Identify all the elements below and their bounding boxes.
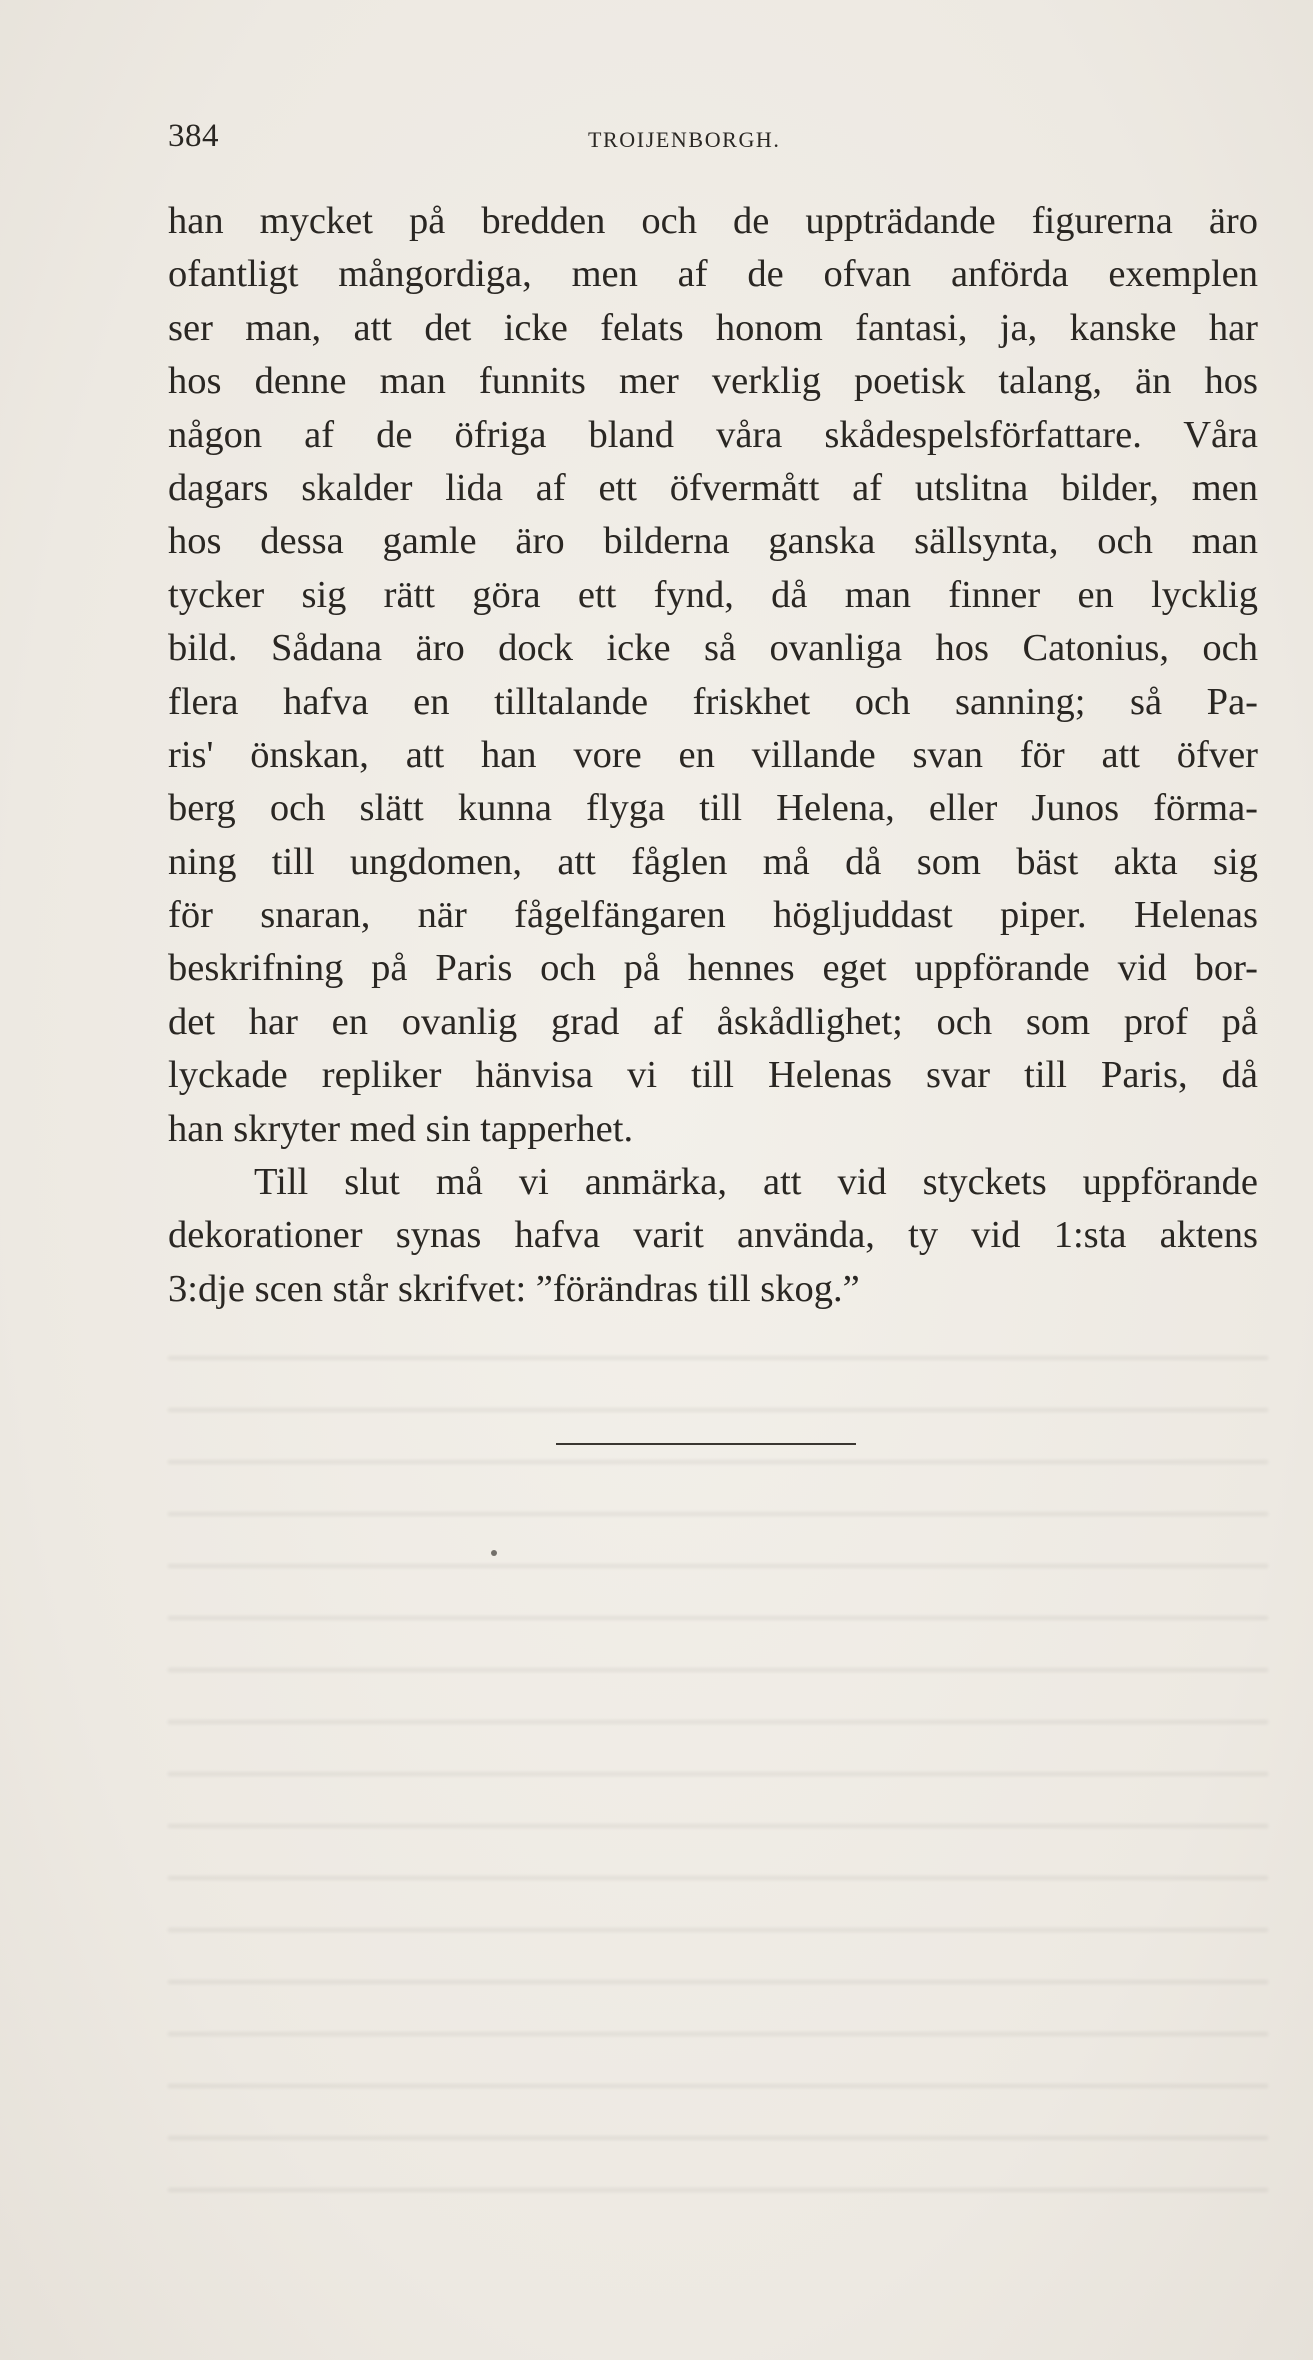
running-head: TROIJENBORGH. (588, 127, 781, 152)
text-line: ofantligt mångordiga, men af de ofvan anförda exemplen (168, 253, 1258, 296)
text-line: tycker sig rätt göra ett fynd, då man finner en lycklig (168, 573, 1258, 616)
show-through-texture (168, 1330, 1268, 2210)
text-line: beskrifning på Paris och på hennes eget uppförande vid bor- (168, 947, 1258, 990)
text-line: det har en ovanlig grad af åskådlighet; och som prof på (168, 1000, 1258, 1043)
ink-speck (491, 1550, 497, 1556)
text-line: berg och slätt kunna flyga till Helena, eller Junos förma- (168, 787, 1258, 830)
text-line: Till slut må vi anmärka, att vid styckets uppförande (254, 1161, 1258, 1204)
text-line: flera hafva en tilltalande friskhet och sanning; så Pa- (168, 680, 1258, 723)
text-line: han mycket på bredden och de uppträdande figurerna äro (168, 200, 1258, 242)
text-line: ning till ungdomen, att fåglen må då som bäst akta sig (168, 840, 1258, 883)
text-line: lyckade repliker hänvisa vi till Helenas svar till Paris, då (168, 1054, 1258, 1097)
text-line: hos denne man funnits mer verklig poetisk talang, än hos (168, 360, 1258, 403)
paragraph-2 (168, 1156, 1258, 1316)
text-line: 3:dje scen står skrifvet: ”förändras till skog.” (168, 1267, 860, 1310)
text-line: bild. Sådana äro dock icke så ovanliga hos Catonius, och (168, 627, 1258, 670)
text-line: någon af de öfriga bland våra skådespelsförfattare. Våra (168, 413, 1258, 456)
text-line: hos dessa gamle äro bilderna ganska sällsynta, och man (168, 520, 1258, 563)
text-line: för snaran, när fågelfängaren högljuddast piper. Helenas (168, 894, 1258, 937)
page-header (168, 118, 1258, 168)
paragraph-1 (168, 195, 1258, 1156)
page-number: 384 (168, 118, 219, 154)
text-line: dagars skalder lida af ett öfvermått af utslitna bilder, men (168, 466, 1258, 509)
text-line: han skryter med sin tapperhet. (168, 1107, 634, 1150)
text-line: dekorationer synas hafva varit använda, ty vid 1:sta aktens (168, 1214, 1258, 1257)
text-line: ris' önskan, att han vore en villande svan för att öfver (168, 733, 1258, 776)
body-text (168, 195, 1258, 1316)
text-line: ser man, att det icke felats honom fantasi, ja, kanske har (168, 306, 1258, 349)
